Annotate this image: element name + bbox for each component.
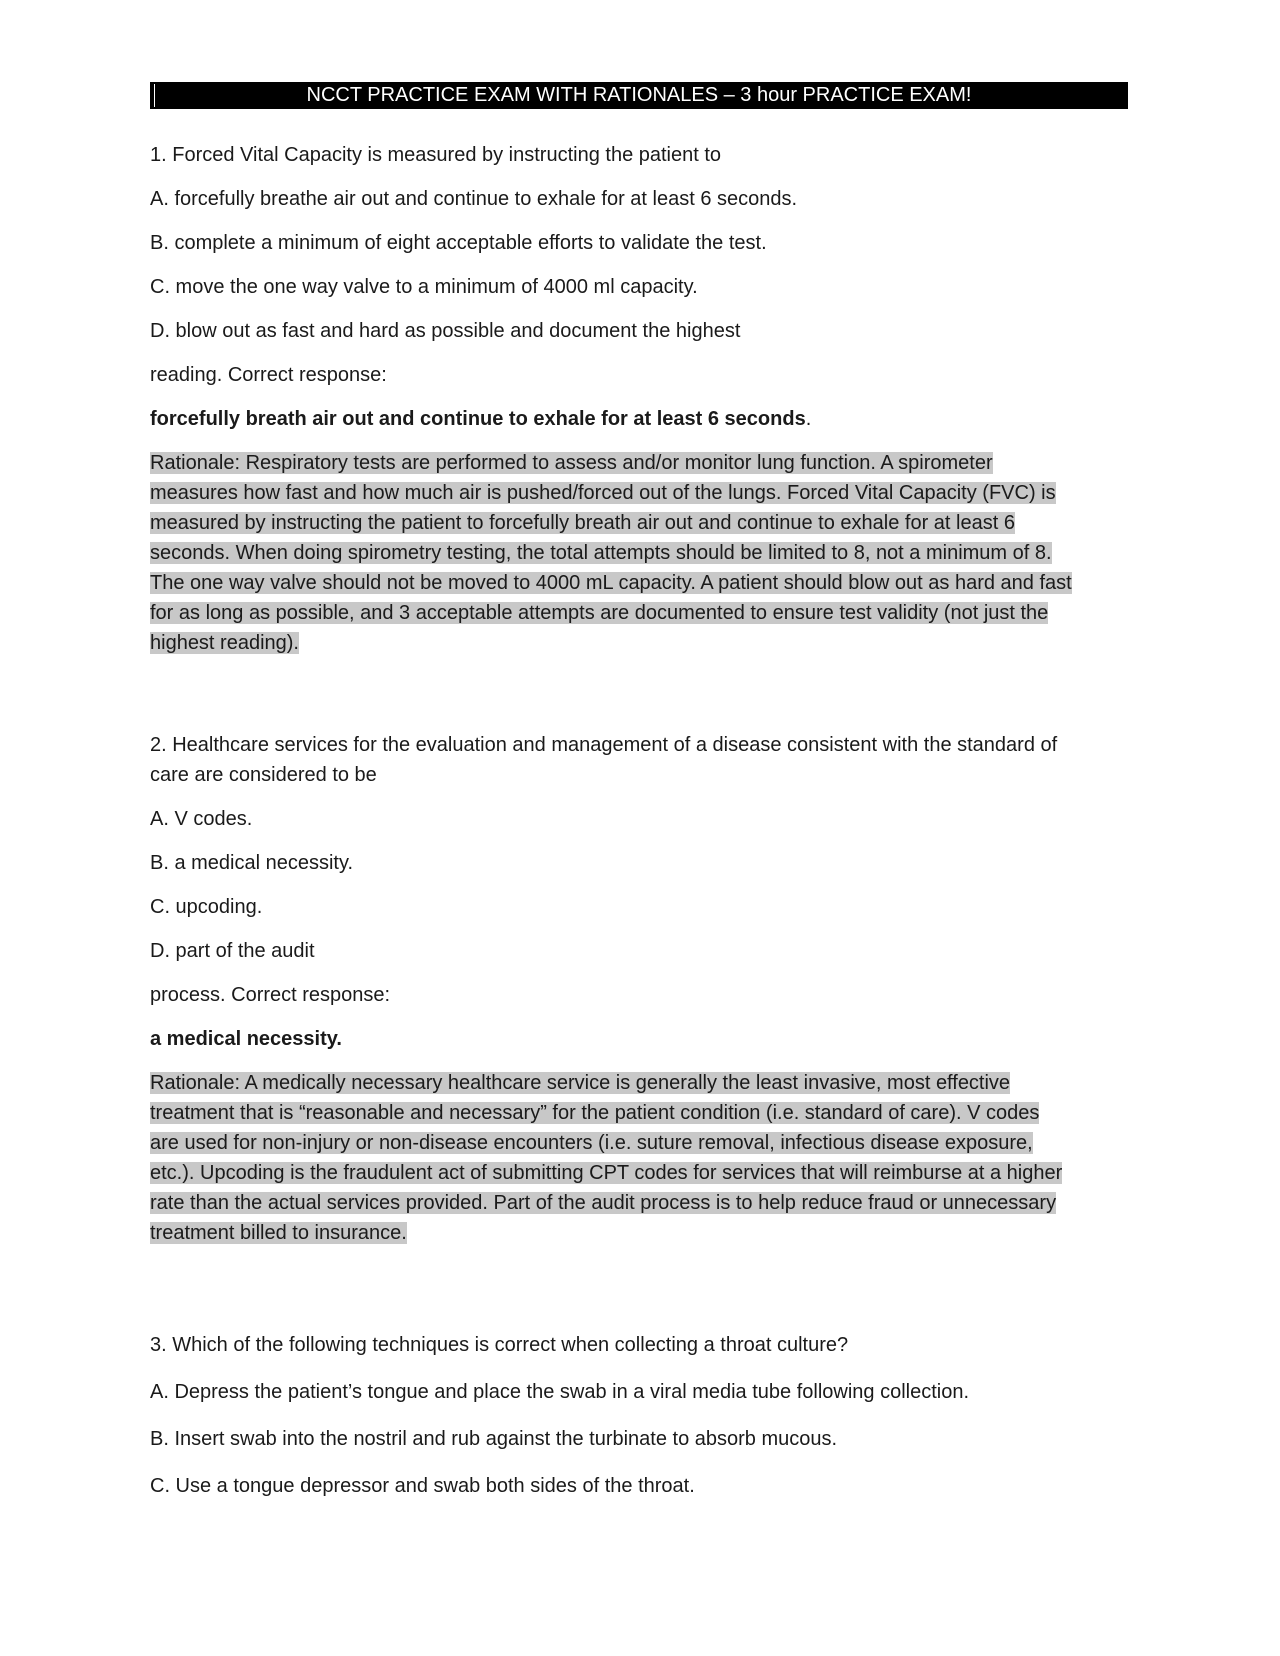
question-1-option-a: A. forcefully breathe air out and continue to exhale for at least 6 seconds.	[150, 188, 798, 210]
document-title: NCCT PRACTICE EXAM WITH RATIONALES – 3 hour PRACTICE EXAM!	[306, 84, 972, 106]
question-2-option-a: A. V codes.	[150, 808, 253, 830]
question-1-option-d: D. blow out as fast and hard as possible and document the highest	[150, 320, 741, 342]
question-1-rationale-line: seconds. When doing spirometry testing, the total attempts should be limited to 8, not a minimum of 8.	[150, 542, 1052, 564]
question-2	[150, 730, 1128, 1248]
question-1-stem: 1. Forced Vital Capacity is measured by instructing the patient to	[150, 144, 722, 166]
question-2-stem: 2. Healthcare services for the evaluation and management of a disease consistent with the standard of care are considered to be	[150, 734, 1058, 786]
question-3-option-c: C. Use a tongue depressor and swab both sides of the throat.	[150, 1475, 695, 1497]
question-1-rationale-line: highest reading).	[150, 632, 299, 654]
question-2-rationale-line: treatment billed to insurance.	[150, 1222, 407, 1244]
question-1-rationale-line: The one way valve should not be moved to 4000 mL capacity. A patient should blow out as hard and fast	[150, 572, 1072, 594]
question-3-option-a: A. Depress the patient’s tongue and place the swab in a viral media tube following collection.	[150, 1381, 970, 1403]
question-2-rationale-line: are used for non-injury or non-disease encounters (i.e. suture removal, infectious disease exposure,	[150, 1132, 1033, 1154]
question-2-option-d: D. part of the audit	[150, 940, 315, 962]
question-1-option-c: C. move the one way valve to a minimum of 4000 ml capacity.	[150, 276, 698, 298]
question-2-rationale-line: Rationale: A medically necessary healthcare service is generally the least invasive, most effective	[150, 1072, 1011, 1094]
question-2-correct-label: process. Correct response:	[150, 984, 391, 1006]
question-3-stem: 3. Which of the following techniques is correct when collecting a throat culture?	[150, 1334, 849, 1356]
document-title-bar	[150, 82, 1128, 109]
question-1-rationale-line: Rationale: Respiratory tests are performed to assess and/or monitor lung function. A spirometer	[150, 452, 993, 474]
document-page	[150, 82, 1128, 109]
question-2-rationale-line: etc.). Upcoding is the fraudulent act of submitting CPT codes for services that will reimburse at a higher	[150, 1162, 1063, 1184]
question-2-rationale-line: treatment that is “reasonable and necessary” for the patient condition (i.e. standard of care). V codes	[150, 1102, 1040, 1124]
title-bar-edge-marker	[154, 84, 155, 107]
question-3	[150, 1330, 1128, 1518]
question-2-option-b: B. a medical necessity.	[150, 852, 354, 874]
question-3-option-b: B. Insert swab into the nostril and rub against the turbinate to absorb mucous.	[150, 1428, 838, 1450]
question-2-rationale-line: rate than the actual services provided. Part of the audit process is to help reduce fraud or unnecessary	[150, 1192, 1057, 1214]
question-1-rationale-line: for as long as possible, and 3 acceptable attempts are documented to ensure test validity (not just the	[150, 602, 1049, 624]
question-2-option-c: C. upcoding.	[150, 896, 263, 918]
question-1-rationale-line: measures how fast and how much air is pushed/forced out of the lungs. Forced Vital Capacity (FVC) is	[150, 482, 1056, 504]
question-1-answer-period: .	[805, 408, 812, 430]
question-2-answer: a medical necessity.	[150, 1028, 342, 1050]
question-2-rationale	[150, 1068, 1128, 1248]
question-1-option-b: B. complete a minimum of eight acceptable efforts to validate the test.	[150, 232, 767, 254]
question-1-rationale	[150, 448, 1128, 658]
question-1-answer-line	[150, 404, 1128, 434]
question-1-rationale-line: measured by instructing the patient to forcefully breath air out and continue to exhale for at least 6	[150, 512, 1015, 534]
question-1	[150, 140, 1128, 658]
question-1-answer: forcefully breath air out and continue to exhale for at least 6 seconds	[150, 408, 806, 430]
question-1-correct-label: reading. Correct response:	[150, 364, 387, 386]
